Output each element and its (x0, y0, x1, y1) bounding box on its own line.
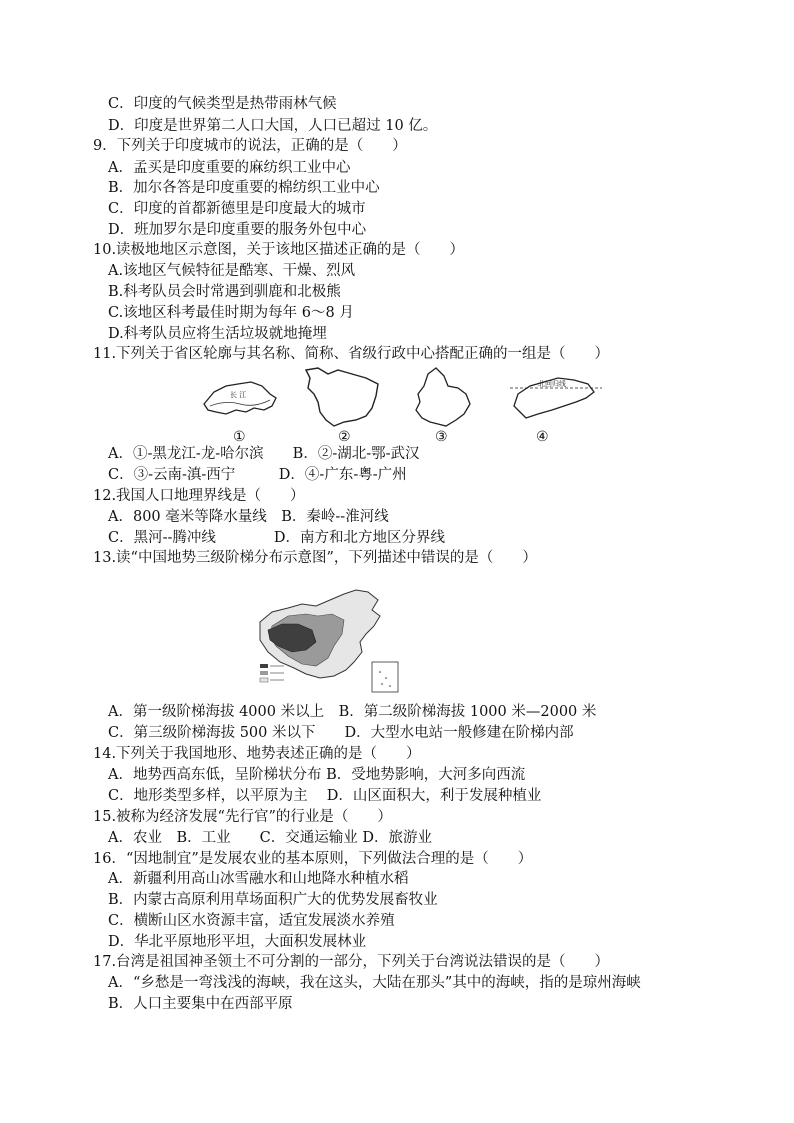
question-10-option-c: C.该地区科考最佳时期为每年 6～8 月 (108, 305, 354, 321)
question-9-option-a: A．孟买是印度重要的麻纺织工业中心 (108, 160, 351, 176)
question-16-option-a: A．新疆利用高山冰雪融水和山地降水种植水稻 (108, 871, 409, 887)
question-13-options-ab: A．第一级阶梯海拔 4000 米以上 B．第二级阶梯海拔 1000 米—2000 米 (108, 704, 597, 720)
map1-river-label: 长 江 (230, 391, 247, 399)
question-10-option-b: B.科考队员会时常遇到驯鹿和北极熊 (108, 284, 341, 300)
question-15: 15.被称为经济发展“先行官”的行业是（ ） (93, 809, 392, 825)
question-16-option-b: B．内蒙古高原利用草场面积广大的优势发展畜牧业 (108, 892, 438, 908)
question-9-option-b: B．加尔各答是印度重要的棉纺织工业中心 (108, 180, 380, 196)
question-13-options-cd: C．第三级阶梯海拔 500 米以下 D．大型水电站一般修建在阶梯内部 (108, 725, 574, 741)
question-11-options-cd: C．③-云南-滇-西宁 D．④-广东-粤-广州 (108, 467, 407, 483)
question-14-options-cd: C．地形类型多样，以平原为主 D．山区面积大，利于发展种植业 (108, 788, 542, 804)
figure-label-2: ② (338, 429, 351, 445)
question-12: 12.我国人口地理界线是（ ） (93, 488, 305, 504)
question-11: 11.下列关于省区轮廓与其名称、简称、省级行政中心搭配正确的一组是（ ） (93, 346, 610, 362)
question-10-option-a: A.该地区气候特征是酷寒、干燥、烈风 (108, 263, 356, 279)
question-13: 13.读“中国地势三级阶梯分布示意图”，下列描述中错误的是（ ） (93, 550, 537, 566)
question-9-option-d: D．班加罗尔是印度重要的服务外包中心 (108, 222, 367, 238)
question-9: 9．下列关于印度城市的说法，正确的是（ ） (93, 138, 407, 154)
question-11-options-ab: A．①-黑龙江-龙-哈尔滨 B．②-湖北-鄂-武汉 (108, 446, 420, 462)
question-17-option-b: B．人口主要集中在西部平原 (108, 996, 293, 1012)
question-17: 17.台湾是祖国神圣领土不可分割的一部分，下列关于台湾说法错误的是（ ） (93, 954, 610, 970)
figure-label-4: ④ (536, 429, 549, 445)
question-10-option-d: D.科考队员应将生活垃圾就地掩埋 (108, 326, 327, 342)
question-9-option-c: C．印度的首都新德里是印度最大的城市 (108, 201, 366, 217)
option-c-india-climate: C．印度的气候类型是热带雨林气候 (108, 96, 337, 112)
option-d-india-population: D．印度是世界第二人口大国，人口已超过 10 亿。 (108, 118, 438, 134)
china-terrain-steps-map (254, 586, 404, 696)
question-16: 16．“因地制宜”是发展农业的基本原则，下列做法合理的是（ ） (93, 851, 533, 867)
question-10: 10.读极地地区示意图，关于该地区描述正确的是（ ） (93, 242, 465, 258)
question-16-option-d: D．华北平原地形平坦，大面积发展林业 (108, 934, 367, 950)
question-12-options-ab: A．800 毫米等降水量线 B．秦岭--淮河线 (108, 509, 389, 525)
province-outline-3 (416, 368, 470, 426)
figure-label-3: ③ (435, 429, 448, 445)
map4-tropic-label: 北回归线 (538, 380, 566, 388)
question-16-option-c: C．横断山区水资源丰富，适宜发展淡水养殖 (108, 913, 395, 929)
question-17-option-a: A．“乡愁是一弯浅浅的海峡，我在这头，大陆在那头”其中的海峡，指的是琼州海峡 (108, 975, 641, 991)
question-15-options: A．农业 B．工业 C．交通运输业 D．旅游业 (108, 830, 432, 846)
question-14-options-ab: A．地势西高东低，呈阶梯状分布 B．受地势影响，大河多向西流 (108, 767, 526, 783)
figure-label-1: ① (233, 429, 246, 445)
question-12-options-cd: C．黑河--腾冲线 D．南方和北方地区分界线 (108, 530, 446, 546)
question-14: 14.下列关于我国地形、地势表述正确的是（ ） (93, 746, 421, 762)
province-outline-2 (306, 368, 378, 426)
